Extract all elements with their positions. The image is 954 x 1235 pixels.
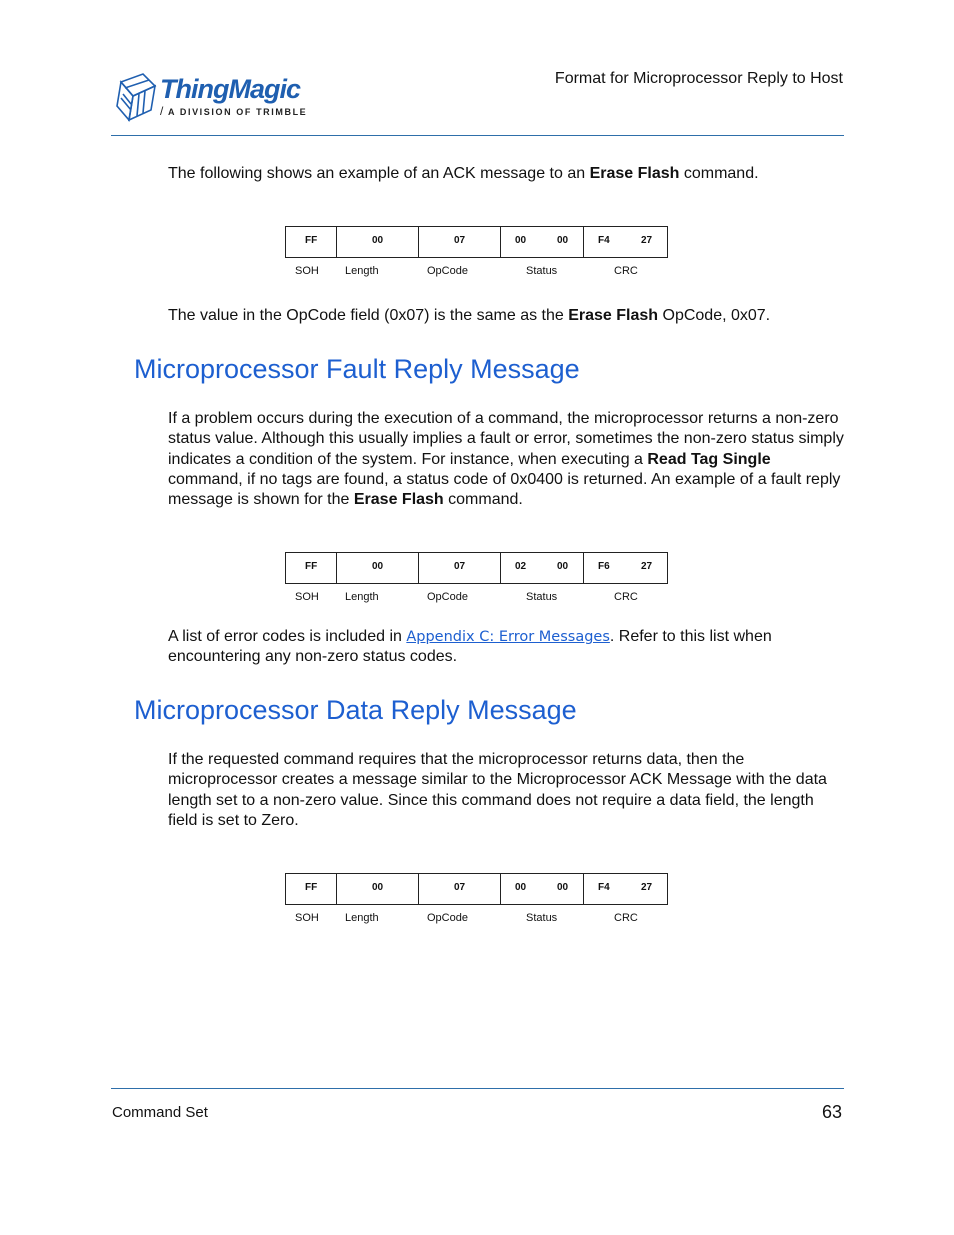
cell-opcode [419,553,501,583]
logo-slash: / [160,104,164,118]
byte-crc-hi: F4 [598,882,610,893]
opcode-note-text: The value in the OpCode field (0x07) is the same as the [168,307,569,324]
section-heading-fault: Microprocessor Fault Reply Message [134,354,580,384]
byte-crc-hi: F6 [598,561,610,572]
label-soh: SOH [295,912,319,924]
byte-status-hi: 02 [515,561,527,572]
error-note-text: A list of error codes is included in [168,628,407,645]
fault-bold-2: Erase Flash [353,491,444,509]
byte-status-hi: 00 [515,235,527,246]
byte-crc-lo: 27 [641,235,653,246]
opcode-note-bold: Erase Flash [568,307,659,324]
byte-opcode: 07 [454,882,466,893]
fault-bold-1: Read Tag Single [647,450,771,468]
logo-name: ThingMagic [160,74,300,104]
error-note [168,627,844,668]
data-paragraph: If the requested command requires that the microprocessor returns data, then the microprocessor creates a message similar to the Microprocessor ACK Message with the data length set to a non-zero value. Since this command does not require a data field, the length field is set to Zero. [168,751,827,829]
opcode-note-text-after: OpCode, 0x07. [658,307,771,324]
byte-status-lo: 00 [557,882,569,893]
cell-length [337,874,419,904]
label-opcode: OpCode [427,912,468,924]
packet-diagram-ack [285,226,668,258]
cell-crc [584,874,667,904]
footer-section-name: Command Set [112,1104,208,1121]
header-title: Format for Microprocessor Reply to Host [554,70,843,87]
cell-status [501,553,584,583]
packet-labels-data [285,912,668,928]
cell-crc [584,553,667,583]
byte-crc-hi: F4 [598,235,610,246]
intro-paragraph [168,164,844,184]
byte-soh: FF [305,882,318,893]
fault-text-3: command. [443,491,523,509]
byte-crc-lo: 27 [641,882,653,893]
byte-crc-lo: 27 [641,561,653,572]
label-opcode: OpCode [427,591,468,603]
label-soh: SOH [295,591,319,603]
cube-logo-icon [113,68,157,124]
label-soh: SOH [295,265,319,277]
label-crc: CRC [614,265,638,277]
label-status: Status [526,265,558,277]
cell-soh [286,553,337,583]
byte-length: 00 [372,235,384,246]
packet-labels-fault [285,591,668,607]
cell-status [501,874,584,904]
label-crc: CRC [614,591,638,603]
page-number: 63 [821,1102,842,1122]
fault-text-1: If a problem occurs during the execution of a command, the microprocessor returns a non-zero status value. Although this usually implies a fault or error, sometimes the non-zero status simply indicates a condition of the system. For instance, when executing a [168,410,844,468]
intro-text-after: command. [679,165,759,182]
section-heading-data: Microprocessor Data Reply Message [134,695,577,725]
error-note-text-after: . Refer to this list when encountering any non-zero status codes. [168,628,772,666]
packet-diagram-data [285,873,668,905]
byte-length: 00 [372,882,384,893]
byte-soh: FF [305,561,318,572]
cell-soh [286,227,337,257]
byte-status-lo: 00 [557,561,569,572]
label-status: Status [526,591,558,603]
intro-text: The following shows an example of an ACK message to an [168,165,590,182]
fault-paragraph [168,409,844,510]
label-opcode: OpCode [427,265,468,277]
byte-soh: FF [305,235,318,246]
label-length: Length [345,591,379,603]
cell-crc [584,227,667,257]
header-rule [111,135,844,136]
fault-text-2: command, if no tags are found, a status code of 0x0400 is returned. An example of a fault reply message is shown for the [168,470,841,509]
byte-status-hi: 00 [515,882,527,893]
cell-opcode [419,874,501,904]
cell-opcode [419,227,501,257]
intro-bold: Erase Flash [589,165,680,182]
byte-length: 00 [372,561,384,572]
label-crc: CRC [614,912,638,924]
appendix-c-link[interactable]: Appendix C: Error Messages [406,629,610,645]
thingmagic-logo [113,68,313,126]
byte-opcode: 07 [454,235,466,246]
logo-subtitle: A DIVISION OF TRIMBLE [168,107,308,117]
cell-status [501,227,584,257]
label-status: Status [526,912,558,924]
footer-rule [111,1088,844,1089]
opcode-note [168,306,844,326]
packet-labels-ack [285,265,668,281]
cell-length [337,553,419,583]
cell-soh [286,874,337,904]
label-length: Length [345,265,379,277]
byte-opcode: 07 [454,561,466,572]
cell-length [337,227,419,257]
label-length: Length [345,912,379,924]
byte-status-lo: 00 [557,235,569,246]
packet-diagram-fault [285,552,668,584]
